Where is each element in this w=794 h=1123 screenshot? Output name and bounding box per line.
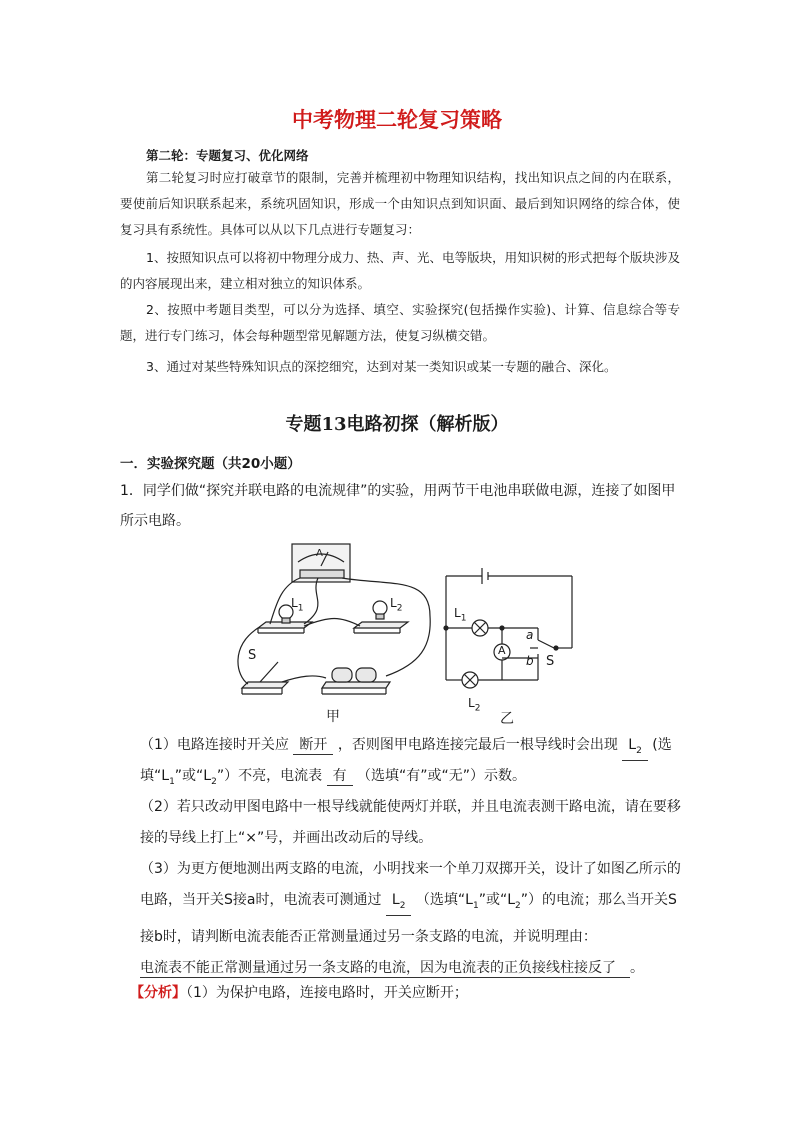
question-1-part-1: （1）电路连接时开关应 断开 ，否则图甲电路连接完最后一根导线时会出现 $L_2$ (选填“$L_1$”或“$L_2$”）不亮，电流表 有 （选填“有”或“无”）示数。 — [140, 737, 672, 787]
label-l1-yi: $L_1$ — [454, 606, 467, 624]
label-ammeter-yi: A — [498, 644, 506, 657]
answer-reason: 电流表不能正常测量通过另一条支路的电流，因为电流表的正负接线柱接反了 — [140, 959, 630, 978]
analysis-tag: 【分析】 — [130, 985, 186, 1001]
figure-yi-schematic — [444, 568, 572, 688]
strategy-point-1: 1、按照知识点可以将初中物理分成力、热、声、光、电等版块，用知识树的形式把每个版块涉及的内容展现出来，建立相对独立的知识体系。 — [120, 250, 680, 291]
circuit-figures — [230, 536, 590, 726]
strategy-intro: 第二轮复习时应打破章节的限制，完善并梳理初中物理知识结构，找出知识点之间的内在联系，要使前后知识联系起来，系统巩固知识，形成一个由知识点到知识面、最后到知识网络的综合体，使复习具有系统性。具体可以从以下几点进行专题复习： — [120, 170, 680, 237]
question-1-part-2: （2）若只改动甲图电路中一根导线就能使两灯并联，并且电流表测干路电流，请在要移接的导线上打上“×”号，并画出改动后的导线。 — [140, 799, 681, 846]
section-heading: 一．实验探究题（共20小题） — [120, 456, 301, 472]
strategy-point-3: 3、通过对某些特殊知识点的深挖细究，达到对某一类知识或某一专题的融合、深化。 — [146, 359, 617, 374]
label-contact-b: b — [526, 654, 534, 668]
analysis-text: （1）为保护电路，连接电路时，开关应断开； — [186, 985, 468, 1001]
label-switch-yi: S — [546, 654, 555, 669]
page-title: 中考物理二轮复习策略 — [292, 108, 502, 132]
answer-lamp: $L_2$ — [622, 736, 648, 761]
strategy-heading: 第二轮：专题复习、优化网络 — [146, 148, 309, 163]
label-l2-jia: $L_2$ — [390, 596, 403, 614]
answer-branch-current: $L_2$ — [386, 891, 412, 916]
circuit-diagram-svg — [230, 536, 590, 726]
figure-jia-drawing — [238, 544, 430, 694]
label-contact-a: a — [526, 628, 534, 642]
question-1-part-3: （3）为更方便地测出两支路的电流，小明找来一个单刀双掷开关，设计了如图乙所示的电路，当开关S接a时，电流表可测通过 $L_2$ （选填“$L_1$”或“$L_2$”）的电流；那么当开关S接b时，请判断电流表能否正常测量通过另一条支路的电流，并说明理由： 电流表不能正常测量通过另一条支路的电流，因为电流表的正负接线柱接反了 。 — [140, 861, 681, 976]
label-l2-yi: $L_2$ — [468, 696, 481, 714]
answer-ammeter-reading: 有 — [327, 767, 353, 786]
label-l1-jia: $L_1$ — [291, 596, 304, 614]
analysis-line — [130, 978, 676, 1009]
answer-switch-state: 断开 — [293, 736, 333, 755]
figure-label-yi: 乙 — [500, 711, 514, 727]
label-ammeter-jia: A — [316, 548, 323, 559]
figure-label-jia: 甲 — [326, 709, 340, 725]
strategy-point-2: 2、按照中考题目类型，可以分为选择、填空、实验探究(包括操作实验)、计算、信息综合等专题，进行专门练习，体会每种题型常见解题方法，使复习纵横交错。 — [120, 302, 680, 343]
question-1-stem: 1．同学们做“探究并联电路的电流规律”的实验，用两节干电池串联做电源，连接了如图甲所示电路。 — [120, 483, 676, 529]
topic-title: 专题13电路初探（解析版） — [285, 414, 509, 435]
label-switch-jia: S — [248, 648, 257, 663]
